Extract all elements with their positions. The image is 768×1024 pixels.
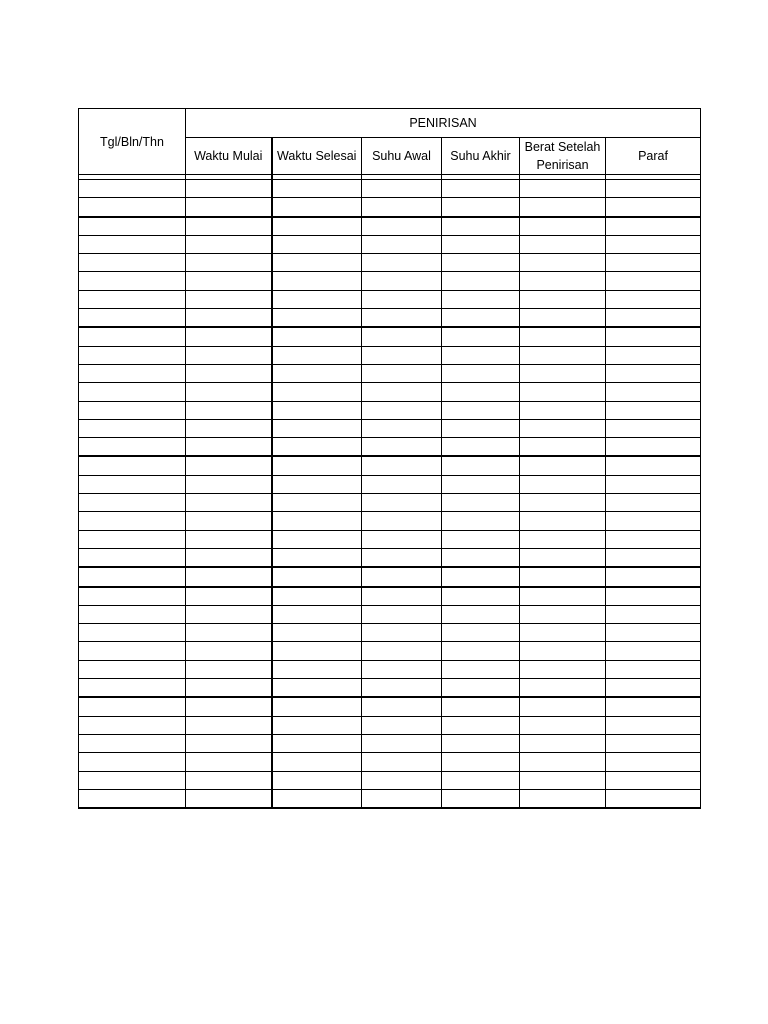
- waktu-selesai-cell[interactable]: [272, 383, 362, 401]
- waktu-selesai-cell[interactable]: [272, 438, 362, 457]
- berat-cell[interactable]: [520, 456, 606, 475]
- berat-cell[interactable]: [520, 716, 606, 734]
- suhu-awal-cell[interactable]: [362, 309, 442, 328]
- suhu-awal-cell[interactable]: [362, 180, 442, 198]
- suhu-awal-cell[interactable]: [362, 512, 442, 530]
- date-cell[interactable]: [79, 716, 186, 734]
- table-row: [79, 327, 701, 346]
- waktu-selesai-cell[interactable]: [272, 494, 362, 512]
- date-cell[interactable]: [79, 789, 186, 808]
- suhu-akhir-cell[interactable]: [442, 180, 520, 198]
- table-row: [79, 383, 701, 401]
- suhu-akhir-cell[interactable]: [442, 327, 520, 346]
- waktu-mulai-cell[interactable]: [186, 254, 272, 272]
- table-row: [79, 530, 701, 548]
- berat-cell[interactable]: [520, 290, 606, 308]
- suhu-awal-cell[interactable]: [362, 346, 442, 364]
- table-row: [79, 567, 701, 586]
- suhu-akhir-cell[interactable]: [442, 217, 520, 236]
- date-cell[interactable]: [79, 327, 186, 346]
- waktu-selesai-cell[interactable]: [272, 567, 362, 586]
- waktu-selesai-cell[interactable]: [272, 605, 362, 623]
- table-row: [79, 548, 701, 567]
- table-row: [79, 753, 701, 771]
- waktu-selesai-cell[interactable]: [272, 327, 362, 346]
- suhu-awal-cell[interactable]: [362, 642, 442, 660]
- date-cell[interactable]: [79, 605, 186, 623]
- suhu-akhir-cell[interactable]: [442, 401, 520, 419]
- table-row: [79, 494, 701, 512]
- paraf-cell[interactable]: [606, 789, 701, 808]
- berat-cell[interactable]: [520, 753, 606, 771]
- berat-cell[interactable]: [520, 475, 606, 493]
- waktu-mulai-cell[interactable]: [186, 475, 272, 493]
- waktu-mulai-cell[interactable]: [186, 272, 272, 290]
- waktu-mulai-cell[interactable]: [186, 383, 272, 401]
- paraf-cell[interactable]: [606, 753, 701, 771]
- waktu-mulai-cell[interactable]: [186, 364, 272, 382]
- suhu-akhir-cell[interactable]: [442, 364, 520, 382]
- suhu-akhir-cell[interactable]: [442, 198, 520, 217]
- suhu-awal-cell[interactable]: [362, 419, 442, 437]
- berat-cell[interactable]: [520, 771, 606, 789]
- suhu-akhir-cell[interactable]: [442, 254, 520, 272]
- waktu-selesai-cell[interactable]: [272, 548, 362, 567]
- waktu-selesai-cell[interactable]: [272, 272, 362, 290]
- suhu-akhir-cell[interactable]: [442, 530, 520, 548]
- date-cell[interactable]: [79, 587, 186, 606]
- date-cell[interactable]: [79, 180, 186, 198]
- paraf-cell[interactable]: [606, 272, 701, 290]
- suhu-awal-cell[interactable]: [362, 679, 442, 698]
- paraf-cell[interactable]: [606, 530, 701, 548]
- waktu-mulai-cell[interactable]: [186, 327, 272, 346]
- waktu-mulai-cell[interactable]: [186, 198, 272, 217]
- date-cell[interactable]: [79, 401, 186, 419]
- paraf-cell[interactable]: [606, 346, 701, 364]
- waktu-mulai-cell[interactable]: [186, 346, 272, 364]
- date-cell[interactable]: [79, 419, 186, 437]
- berat-cell[interactable]: [520, 272, 606, 290]
- suhu-awal-cell[interactable]: [362, 327, 442, 346]
- waktu-mulai-cell[interactable]: [186, 660, 272, 678]
- table-row: [79, 771, 701, 789]
- suhu-akhir-cell[interactable]: [442, 438, 520, 457]
- berat-cell[interactable]: [520, 548, 606, 567]
- date-cell[interactable]: [79, 198, 186, 217]
- waktu-selesai-cell[interactable]: [272, 587, 362, 606]
- suhu-akhir-cell[interactable]: [442, 272, 520, 290]
- column-header-suhu-akhir: Suhu Akhir: [442, 138, 520, 175]
- waktu-mulai-cell[interactable]: [186, 624, 272, 642]
- waktu-selesai-cell[interactable]: [272, 180, 362, 198]
- berat-cell[interactable]: [520, 383, 606, 401]
- waktu-mulai-cell[interactable]: [186, 734, 272, 752]
- waktu-mulai-cell[interactable]: [186, 753, 272, 771]
- table-row: [79, 660, 701, 678]
- berat-cell[interactable]: [520, 438, 606, 457]
- suhu-awal-cell[interactable]: [362, 290, 442, 308]
- date-cell[interactable]: [79, 309, 186, 328]
- table-row: [79, 679, 701, 698]
- date-column-header: Tgl/Bln/Thn: [79, 109, 186, 175]
- suhu-akhir-cell[interactable]: [442, 624, 520, 642]
- waktu-mulai-cell[interactable]: [186, 512, 272, 530]
- waktu-mulai-cell[interactable]: [186, 587, 272, 606]
- date-cell[interactable]: [79, 567, 186, 586]
- waktu-mulai-cell[interactable]: [186, 697, 272, 716]
- paraf-cell[interactable]: [606, 697, 701, 716]
- suhu-akhir-cell[interactable]: [442, 697, 520, 716]
- suhu-akhir-cell[interactable]: [442, 512, 520, 530]
- date-cell[interactable]: [79, 734, 186, 752]
- column-header-paraf: Paraf: [606, 138, 701, 175]
- paraf-cell[interactable]: [606, 180, 701, 198]
- waktu-mulai-cell[interactable]: [186, 309, 272, 328]
- paraf-cell[interactable]: [606, 512, 701, 530]
- suhu-awal-cell[interactable]: [362, 401, 442, 419]
- suhu-akhir-cell[interactable]: [442, 716, 520, 734]
- suhu-akhir-cell[interactable]: [442, 642, 520, 660]
- column-header-suhu-awal: Suhu Awal: [362, 138, 442, 175]
- suhu-akhir-cell[interactable]: [442, 419, 520, 437]
- table-row: [79, 235, 701, 253]
- date-cell[interactable]: [79, 697, 186, 716]
- table-row: [79, 364, 701, 382]
- suhu-awal-cell[interactable]: [362, 530, 442, 548]
- suhu-akhir-cell[interactable]: [442, 567, 520, 586]
- penirisan-log-table: [78, 108, 701, 809]
- berat-cell[interactable]: [520, 419, 606, 437]
- berat-cell[interactable]: [520, 624, 606, 642]
- paraf-cell[interactable]: [606, 383, 701, 401]
- date-cell[interactable]: [79, 456, 186, 475]
- column-header-berat-setelah-penirisan: Berat Setelah Penirisan: [520, 138, 606, 175]
- table-row: [79, 716, 701, 734]
- date-cell[interactable]: [79, 364, 186, 382]
- suhu-akhir-cell[interactable]: [442, 475, 520, 493]
- berat-cell[interactable]: [520, 642, 606, 660]
- suhu-awal-cell[interactable]: [362, 475, 442, 493]
- waktu-mulai-cell[interactable]: [186, 180, 272, 198]
- waktu-selesai-cell[interactable]: [272, 716, 362, 734]
- berat-cell[interactable]: [520, 530, 606, 548]
- date-cell[interactable]: [79, 254, 186, 272]
- paraf-cell[interactable]: [606, 254, 701, 272]
- paraf-cell[interactable]: [606, 679, 701, 698]
- table-row: [79, 346, 701, 364]
- paraf-cell[interactable]: [606, 198, 701, 217]
- date-cell[interactable]: [79, 624, 186, 642]
- suhu-awal-cell[interactable]: [362, 364, 442, 382]
- suhu-akhir-cell[interactable]: [442, 605, 520, 623]
- waktu-selesai-cell[interactable]: [272, 734, 362, 752]
- date-cell[interactable]: [79, 512, 186, 530]
- table-row: [79, 456, 701, 475]
- waktu-selesai-cell[interactable]: [272, 753, 362, 771]
- waktu-selesai-cell[interactable]: [272, 364, 362, 382]
- table-row: [79, 419, 701, 437]
- date-cell[interactable]: [79, 346, 186, 364]
- waktu-selesai-cell[interactable]: [272, 624, 362, 642]
- waktu-selesai-cell[interactable]: [272, 660, 362, 678]
- date-cell[interactable]: [79, 642, 186, 660]
- suhu-akhir-cell[interactable]: [442, 309, 520, 328]
- paraf-cell[interactable]: [606, 548, 701, 567]
- table-row: [79, 642, 701, 660]
- section-title: PENIRISAN: [186, 109, 701, 138]
- suhu-awal-cell[interactable]: [362, 660, 442, 678]
- suhu-awal-cell[interactable]: [362, 753, 442, 771]
- berat-cell[interactable]: [520, 309, 606, 328]
- waktu-mulai-cell[interactable]: [186, 605, 272, 623]
- suhu-akhir-cell[interactable]: [442, 235, 520, 253]
- table-row: [79, 290, 701, 308]
- table-row: [79, 624, 701, 642]
- waktu-mulai-cell[interactable]: [186, 567, 272, 586]
- berat-cell[interactable]: [520, 235, 606, 253]
- suhu-akhir-cell[interactable]: [442, 587, 520, 606]
- berat-cell[interactable]: [520, 567, 606, 586]
- paraf-cell[interactable]: [606, 456, 701, 475]
- suhu-awal-cell[interactable]: [362, 734, 442, 752]
- waktu-mulai-cell[interactable]: [186, 679, 272, 698]
- log-body: [79, 175, 701, 809]
- berat-cell[interactable]: [520, 660, 606, 678]
- waktu-selesai-cell[interactable]: [272, 697, 362, 716]
- berat-cell[interactable]: [520, 217, 606, 236]
- paraf-cell[interactable]: [606, 401, 701, 419]
- paraf-cell[interactable]: [606, 217, 701, 236]
- date-cell[interactable]: [79, 679, 186, 698]
- waktu-mulai-cell[interactable]: [186, 716, 272, 734]
- suhu-awal-cell[interactable]: [362, 456, 442, 475]
- waktu-mulai-cell[interactable]: [186, 494, 272, 512]
- paraf-cell[interactable]: [606, 567, 701, 586]
- berat-cell[interactable]: [520, 180, 606, 198]
- suhu-akhir-cell[interactable]: [442, 548, 520, 567]
- waktu-selesai-cell[interactable]: [272, 642, 362, 660]
- paraf-cell[interactable]: [606, 290, 701, 308]
- waktu-selesai-cell[interactable]: [272, 235, 362, 253]
- paraf-cell[interactable]: [606, 235, 701, 253]
- berat-cell[interactable]: [520, 679, 606, 698]
- berat-cell[interactable]: [520, 605, 606, 623]
- suhu-awal-cell[interactable]: [362, 383, 442, 401]
- suhu-awal-cell[interactable]: [362, 771, 442, 789]
- suhu-awal-cell[interactable]: [362, 567, 442, 586]
- table-row: [79, 198, 701, 217]
- waktu-selesai-cell[interactable]: [272, 679, 362, 698]
- suhu-akhir-cell[interactable]: [442, 734, 520, 752]
- date-cell[interactable]: [79, 548, 186, 567]
- suhu-awal-cell[interactable]: [362, 198, 442, 217]
- waktu-selesai-cell[interactable]: [272, 401, 362, 419]
- berat-cell[interactable]: [520, 494, 606, 512]
- waktu-selesai-cell[interactable]: [272, 254, 362, 272]
- berat-cell[interactable]: [520, 697, 606, 716]
- suhu-akhir-cell[interactable]: [442, 660, 520, 678]
- table-row: [79, 309, 701, 328]
- paraf-cell[interactable]: [606, 734, 701, 752]
- berat-cell[interactable]: [520, 789, 606, 808]
- berat-cell[interactable]: [520, 512, 606, 530]
- waktu-selesai-cell[interactable]: [272, 419, 362, 437]
- paraf-cell[interactable]: [606, 494, 701, 512]
- suhu-akhir-cell[interactable]: [442, 290, 520, 308]
- suhu-akhir-cell[interactable]: [442, 456, 520, 475]
- suhu-akhir-cell[interactable]: [442, 771, 520, 789]
- paraf-cell[interactable]: [606, 624, 701, 642]
- date-cell[interactable]: [79, 530, 186, 548]
- waktu-selesai-cell[interactable]: [272, 198, 362, 217]
- date-cell[interactable]: [79, 383, 186, 401]
- suhu-awal-cell[interactable]: [362, 217, 442, 236]
- table-row: [79, 180, 701, 198]
- suhu-awal-cell[interactable]: [362, 624, 442, 642]
- waktu-selesai-cell[interactable]: [272, 217, 362, 236]
- suhu-awal-cell[interactable]: [362, 272, 442, 290]
- berat-cell[interactable]: [520, 198, 606, 217]
- waktu-mulai-cell[interactable]: [186, 642, 272, 660]
- suhu-awal-cell[interactable]: [362, 587, 442, 606]
- column-header-waktu-selesai: Waktu Selesai: [272, 138, 362, 175]
- table-row: [79, 697, 701, 716]
- suhu-akhir-cell[interactable]: [442, 753, 520, 771]
- date-cell[interactable]: [79, 660, 186, 678]
- date-cell[interactable]: [79, 217, 186, 236]
- table-row: [79, 475, 701, 493]
- berat-cell[interactable]: [520, 734, 606, 752]
- paraf-cell[interactable]: [606, 419, 701, 437]
- waktu-mulai-cell[interactable]: [186, 456, 272, 475]
- berat-cell[interactable]: [520, 254, 606, 272]
- form-sheet: [78, 108, 700, 809]
- table-row: [79, 438, 701, 457]
- berat-cell[interactable]: [520, 327, 606, 346]
- table-row: [79, 734, 701, 752]
- table-row: [79, 605, 701, 623]
- table-row: [79, 789, 701, 808]
- suhu-awal-cell[interactable]: [362, 548, 442, 567]
- suhu-awal-cell[interactable]: [362, 494, 442, 512]
- paraf-cell[interactable]: [606, 475, 701, 493]
- paraf-cell[interactable]: [606, 327, 701, 346]
- waktu-selesai-cell[interactable]: [272, 309, 362, 328]
- suhu-awal-cell[interactable]: [362, 235, 442, 253]
- suhu-awal-cell[interactable]: [362, 716, 442, 734]
- suhu-awal-cell[interactable]: [362, 789, 442, 808]
- paraf-cell[interactable]: [606, 364, 701, 382]
- waktu-mulai-cell[interactable]: [186, 438, 272, 457]
- berat-cell[interactable]: [520, 346, 606, 364]
- suhu-akhir-cell[interactable]: [442, 494, 520, 512]
- paraf-cell[interactable]: [606, 438, 701, 457]
- waktu-selesai-cell[interactable]: [272, 456, 362, 475]
- waktu-selesai-cell[interactable]: [272, 530, 362, 548]
- suhu-akhir-cell[interactable]: [442, 346, 520, 364]
- paraf-cell[interactable]: [606, 605, 701, 623]
- suhu-awal-cell[interactable]: [362, 697, 442, 716]
- berat-cell[interactable]: [520, 401, 606, 419]
- waktu-selesai-cell[interactable]: [272, 789, 362, 808]
- waktu-mulai-cell[interactable]: [186, 789, 272, 808]
- suhu-awal-cell[interactable]: [362, 438, 442, 457]
- suhu-awal-cell[interactable]: [362, 605, 442, 623]
- waktu-mulai-cell[interactable]: [186, 530, 272, 548]
- table-row: [79, 587, 701, 606]
- table-row: [79, 401, 701, 419]
- waktu-mulai-cell[interactable]: [186, 548, 272, 567]
- column-header-waktu-mulai: Waktu Mulai: [186, 138, 272, 175]
- suhu-akhir-cell[interactable]: [442, 789, 520, 808]
- waktu-mulai-cell[interactable]: [186, 419, 272, 437]
- paraf-cell[interactable]: [606, 771, 701, 789]
- waktu-selesai-cell[interactable]: [272, 346, 362, 364]
- date-cell[interactable]: [79, 438, 186, 457]
- paraf-cell[interactable]: [606, 660, 701, 678]
- waktu-selesai-cell[interactable]: [272, 512, 362, 530]
- date-cell[interactable]: [79, 290, 186, 308]
- table-row: [79, 254, 701, 272]
- waktu-mulai-cell[interactable]: [186, 401, 272, 419]
- date-cell[interactable]: [79, 753, 186, 771]
- suhu-akhir-cell[interactable]: [442, 383, 520, 401]
- paraf-cell[interactable]: [606, 309, 701, 328]
- waktu-mulai-cell[interactable]: [186, 235, 272, 253]
- berat-cell[interactable]: [520, 587, 606, 606]
- paraf-cell[interactable]: [606, 642, 701, 660]
- suhu-akhir-cell[interactable]: [442, 679, 520, 698]
- paraf-cell[interactable]: [606, 587, 701, 606]
- suhu-awal-cell[interactable]: [362, 254, 442, 272]
- paraf-cell[interactable]: [606, 716, 701, 734]
- waktu-mulai-cell[interactable]: [186, 217, 272, 236]
- date-cell[interactable]: [79, 475, 186, 493]
- table-row: [79, 512, 701, 530]
- waktu-selesai-cell[interactable]: [272, 475, 362, 493]
- waktu-selesai-cell[interactable]: [272, 771, 362, 789]
- date-cell[interactable]: [79, 235, 186, 253]
- date-cell[interactable]: [79, 494, 186, 512]
- date-cell[interactable]: [79, 771, 186, 789]
- table-row: [79, 217, 701, 236]
- waktu-mulai-cell[interactable]: [186, 290, 272, 308]
- table-row: [79, 272, 701, 290]
- berat-cell[interactable]: [520, 364, 606, 382]
- waktu-mulai-cell[interactable]: [186, 771, 272, 789]
- date-cell[interactable]: [79, 272, 186, 290]
- waktu-selesai-cell[interactable]: [272, 290, 362, 308]
